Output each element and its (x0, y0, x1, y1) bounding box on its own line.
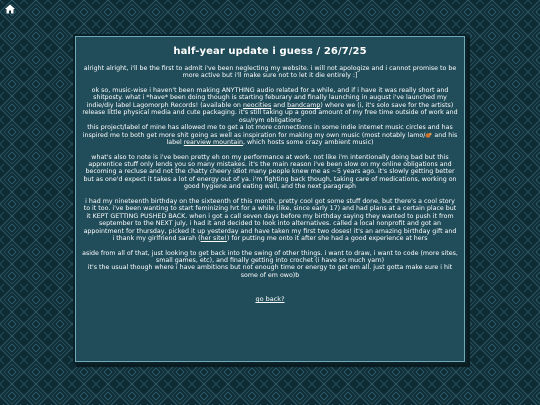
her-site-link[interactable]: her site! (200, 235, 227, 243)
rearview-mountain-link[interactable]: rearview mountain (183, 139, 244, 147)
label-text-3: , which hosts some crazy ambient music) (243, 139, 374, 147)
bandcamp-link[interactable]: bandcamp (287, 101, 321, 109)
music-text-3: ) where we (i, it's solo save for the artists) release little physical media and cute packaging. it's still taking up a good amount of my free time outside of work and osu/rym obligations (82, 101, 458, 124)
work-paragraph: what's also to note is i've been pretty eh on my performance at work. not like i'm intentionally doing bad but this apprentice stuff only lends you so many mistakes. it's the main reason i've been slow on my online obligations and becoming a recluse and not the chatty cheery idiot many people knew me as ~5 years ago. it's slowly getting better but as one'd expect it takes a lot of energy out of ya. i'm fighting back though, taking care of medications, working on good hygiene and eating well, and the next paragraph (83, 153, 457, 191)
birthday-paragraph (82, 198, 458, 243)
label-text-1: this project/label of mine has allowed me to get a lot more connections in some indie internet music circles and has inspired me to both get more shit going as well as inspiration for making my own music (most notably lamo/ (82, 124, 453, 139)
ambitions-paragraph: it's the usual though where i have ambitions but not enough time or energy to get em all. just gotta make sure i hit some of em owo)b (87, 264, 453, 279)
label-paragraph (82, 124, 458, 146)
go-back-link[interactable]: go back? (255, 295, 285, 304)
content-panel (75, 36, 465, 362)
home-icon[interactable] (4, 3, 16, 15)
music-text-1: ok so, music-wise i haven't been making ANYTHING audio related for a while, and if i have it was really short and shitposty. what i *have* been doing though is starting feburary and finally launching in august i've launched my indie/diy label Lagomorph Records! (available on (86, 86, 449, 109)
birthday-text-2: ) for putting me onto it after she had a good experience at hers (226, 235, 428, 243)
neocities-link[interactable]: neocities (242, 101, 272, 109)
page-title: half-year update i guess / 26/7/25 (173, 46, 367, 57)
music-paragraph (82, 87, 458, 124)
birthday-text-1: i had my nineteenth birthday on the sixteenth of this month, pretty cool got some stuff done, but there's a cool story to it too. i've been wanting to start feminizing hrt for a while (like, since early 17) and had plans at a certain place but it KEPT GETTING PUSHED BACK. when i got a call seven days before my birthday saying they wanted to push it from september to the NEXT july, i had it and decided to look into alternatives. called a local nonprofit and got an appointment for thursday, picked it up yesterday and have taken my first two doses! it's an amazing birthday gift and i thank my girlfriend sarah ( (83, 197, 457, 243)
music-text-2: and (271, 101, 288, 109)
intro-paragraph: alright alright, i'll be the first to admit i've been neglecting my website. i will not apologize and i cannot promise to be more active but i'll make sure not to let it die entirely :] (83, 65, 457, 80)
hobbies-paragraph: aside from all of that, just looking to get back into the swing of other things. i want to draw, i want to code (more sites, small games, etc), and finally getting into crochet (i have so much yarn) (82, 249, 458, 264)
label-text-2: and his label (166, 131, 458, 147)
